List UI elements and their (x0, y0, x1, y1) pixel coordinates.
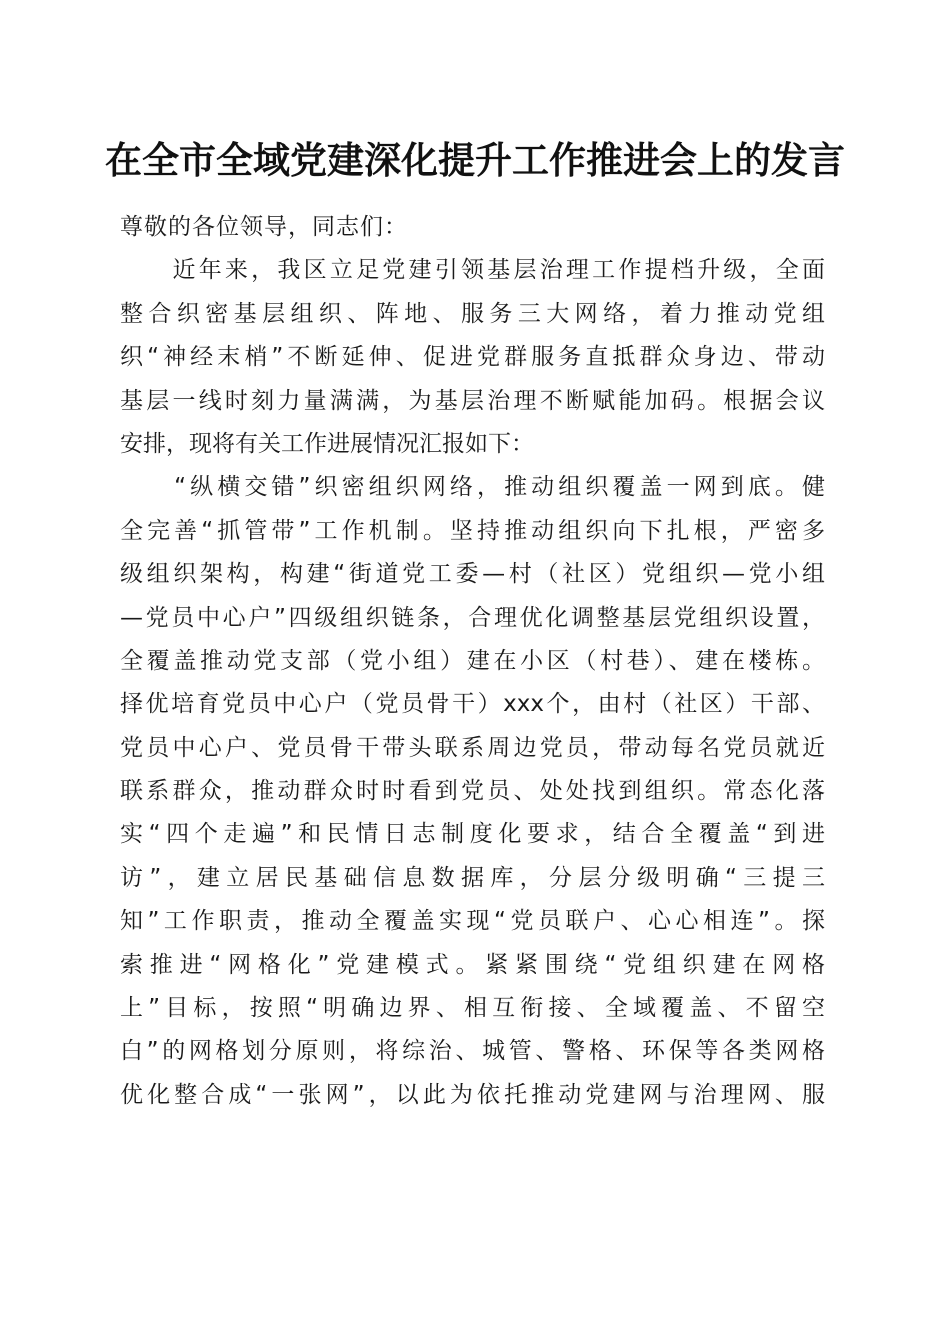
paragraph-line: “纵横交错”织密组织网络，推动组织覆盖一网到底。健 (120, 474, 825, 501)
paragraph-line: 整合织密基层组织、阵地、服务三大网络，着力推动党组 (120, 300, 825, 327)
paragraph-line: 基层一线时刻力量满满，为基层治理不断赋能加码。根据会议 (120, 387, 825, 414)
paragraph-2 (120, 466, 825, 1117)
paragraph-line: 联系群众，推动群众时时看到党员、处处找到组织。常态化落 (120, 778, 825, 805)
paragraph-line: 实“四个走遍”和民情日志制度化要求，结合全覆盖“到进 (120, 821, 825, 848)
salutation: 尊敬的各位领导，同志们： (120, 214, 408, 240)
paragraph-line: 知”工作职责，推动全覆盖实现“党员联户、心心相连”。探 (120, 908, 825, 935)
paragraph-line: 全覆盖推动党支部（党小组）建在小区（村巷）、建在楼栋。 (120, 647, 825, 674)
paragraph-1 (120, 249, 825, 466)
document-body (120, 206, 825, 1117)
paragraph-line: 择优培育党员中心户（党员骨干）xxx个，由村（社区）干部、 (120, 691, 825, 718)
paragraph-line: 织“神经末梢”不断延伸、促进党群服务直抵群众身边、带动 (120, 344, 825, 371)
paragraph-line: 上”目标，按照“明确边界、相互衔接、全域覆盖、不留空 (120, 995, 825, 1022)
paragraph-line: 索推进“网格化”党建模式。紧紧围绕“党组织建在网格 (120, 951, 825, 978)
paragraph-line: 访”，建立居民基础信息数据库，分层分级明确“三提三 (120, 864, 825, 891)
paragraph-line: 党员中心户、党员骨干带头联系周边党员，带动每名党员就近 (120, 734, 825, 761)
paragraph-line: —党员中心户”四级组织链条，合理优化调整基层党组织设置， (120, 604, 825, 631)
document-title: 在全市全域党建深化提升工作推进会上的发言 (105, 138, 845, 182)
paragraph-line: 级组织架构，构建“街道党工委—村（社区）党组织—党小组 (120, 561, 825, 588)
paragraph-line: 白”的网格划分原则，将综治、城管、警格、环保等各类网格 (120, 1038, 825, 1065)
paragraph-line: 全完善“抓管带”工作机制。坚持推动组织向下扎根，严密多 (120, 517, 825, 544)
paragraph-line: 近年来，我区立足党建引领基层治理工作提档升级，全面 (120, 257, 825, 284)
paragraph-line: 优化整合成“一张网”，以此为依托推动党建网与治理网、服 (120, 1081, 825, 1108)
paragraph-line: 安排，现将有关工作进展情况汇报如下： (120, 430, 534, 457)
